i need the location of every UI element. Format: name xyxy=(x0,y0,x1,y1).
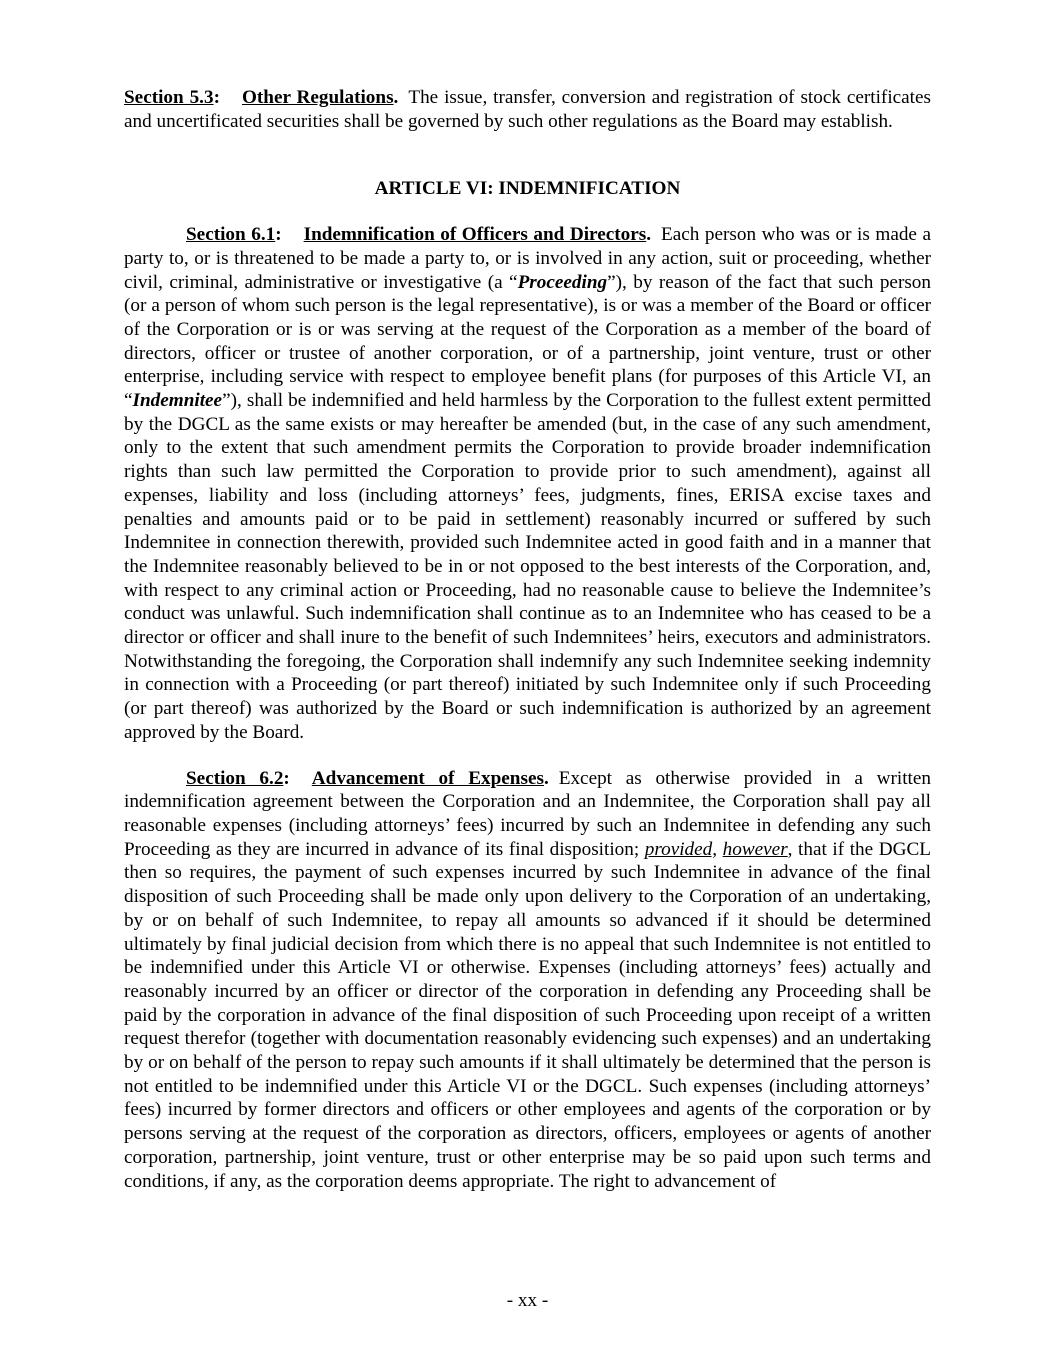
section-5-3-body: The issue, transfer, conversion and registration of stock certificates and uncertificated securities shall be governed by such other regulations as the Board may establish. xyxy=(124,87,931,132)
section-6-1-title: Indemnification of Officers and Directors xyxy=(303,224,647,246)
section-5-3-title-end: . xyxy=(393,87,399,108)
section-5-3-colon: : xyxy=(213,87,220,108)
page-number: - xx - xyxy=(506,1290,549,1311)
section-6-2-body-1: Except as otherwise provided in a written indemnification agreement between the Corporation and an Indemnitee, the Corporation shall pay all reasonable expenses (including attorneys’ fees) incurred by such an Indemnitee in defending any such Proceeding as they are incurred in advance of its final disposition; xyxy=(124,767,931,860)
section-6-1-colon: : xyxy=(275,224,282,246)
proviso-however: however xyxy=(722,838,788,860)
section-6-1-body-1: Each person who was or is made a party to, or is threatened to be made a party to, or is involved in any action, suit or proceeding, whether civil, criminal, administrative or investigative (a “ xyxy=(124,224,931,293)
section-6-1-number: Section 6.1 xyxy=(186,224,276,246)
defined-term-proceeding: Proceeding xyxy=(517,271,608,293)
proviso-provided: provided, xyxy=(644,838,718,860)
section-6-2-paragraph xyxy=(124,767,931,1194)
section-6-2-title: Advancement of Expenses xyxy=(311,767,544,789)
section-5-3-title: Other Regulations xyxy=(241,87,394,108)
defined-term-indemnitee: Indemnitee xyxy=(132,390,223,412)
section-6-1-body-2: ”), by reason of the fact that such person (or a person of whom such person is the legal representative), is or was a member of the Board or officer of the Corporation or is or was serving at the request of the Corporation as a member of the board of directors, officer or trustee of another corporation, or of a partnership, joint venture, trust or other enterprise, including service with respect to employee benefit plans (for purposes of this Article VI, an “ xyxy=(124,271,931,412)
section-6-1-title-end: . xyxy=(646,224,652,246)
document-page xyxy=(124,86,931,1193)
section-5-3-number: Section 5.3 xyxy=(124,87,214,108)
section-6-2-colon: : xyxy=(283,767,290,789)
section-6-1-paragraph xyxy=(124,223,931,744)
section-5-3-paragraph xyxy=(124,86,931,133)
section-6-2-title-end: . xyxy=(543,767,549,789)
section-6-1-body-3: ”), shall be indemnified and held harmless by the Corporation to the fullest extent permitted by the DGCL as the same exists or may hereafter be amended (but, in the case of any such amendment, only to the extent that such amendment permits the Corporation to provide broader indemnification rights than such law permitted the Corporation to provide prior to such amendment), against all expenses, liability and loss (including attorneys’ fees, judgments, fines, ERISA excise taxes and penalties and amounts paid or to be paid in settlement) reasonably incurred or suffered by such Indemnitee in connection therewith, provided such Indemnitee acted in good faith and in a manner that the Indemnitee reasonably believed to be in or not opposed to the best interests of the Corporation, and, with respect to any criminal action or Proceeding, had no reasonable cause to believe the Indemnitee’s conduct was unlawful. Such indemnification shall continue as to an Indemnitee who has ceased to be a director or officer and shall inure to the benefit of such Indemnitees’ heirs, executors and administrators. Notwithstanding the foregoing, the Corporation shall indemnify any such Indemnitee seeking indemnity in connection with a Proceeding (or part thereof) initiated by such Indemnitee only if such Proceeding (or part thereof) was authorized by the Board or such indemnification is authorized by an agreement approved by the Board. xyxy=(124,390,931,743)
section-6-2-number: Section 6.2 xyxy=(186,767,284,789)
article-heading: ARTICLE VI: INDEMNIFICATION xyxy=(374,178,681,200)
section-6-2-body-2: , that if the DGCL then so requires, the payment of such expenses incurred by such Indemnitee in advance of the final disposition of such Proceeding shall be made only upon delivery to the Corporation of an undertaking, by or on behalf of such Indemnitee, to repay all amounts so advanced if it should be determined ultimately by final judicial decision from which there is no appeal that such Indemnitee is not entitled to be indemnified under this Article VI or otherwise. Expenses (including attorneys’ fees) actually and reasonably incurred by an officer or director of the corporation in defending any Proceeding shall be paid by the corporation in advance of the final disposition of such Proceeding upon receipt of a written request therefor (together with documentation reasonably evidencing such expenses) and an undertaking by or on behalf of the person to repay such amounts if it shall ultimately be determined that the person is not entitled to be indemnified under this Article VI or the DGCL. Such expenses (including attorneys’ fees) incurred by former directors and officers or other employees and agents of the corporation or by persons serving at the request of the corporation as directors, officers, employees or agents of another corporation, partnership, joint venture, trust or other enterprise may be so paid upon such terms and conditions, if any, as the corporation deems appropriate. The right to advancement of xyxy=(124,838,931,1192)
